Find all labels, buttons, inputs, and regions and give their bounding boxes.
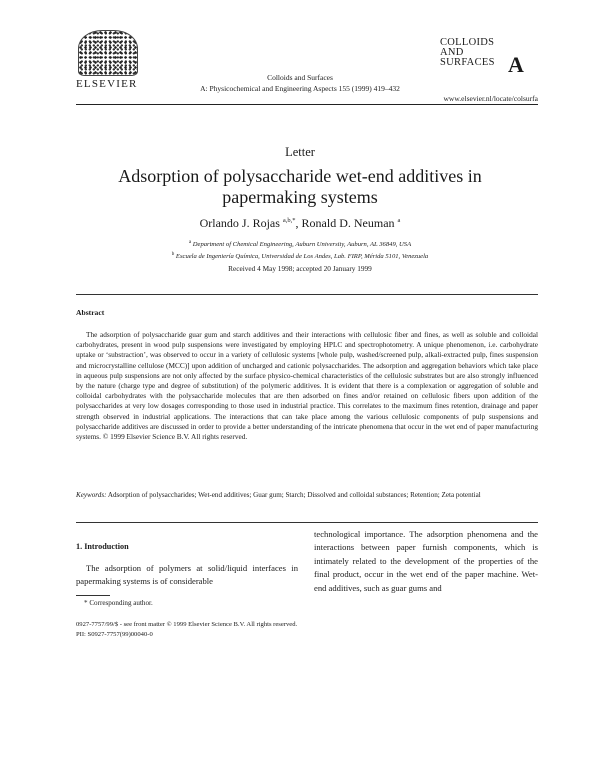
journal-name: Colloids and Surfaces [267,73,333,82]
article-type: Letter [285,145,315,159]
colloids-surfaces-logo [440,38,530,78]
author-list: Orlando J. Rojas $^{a,b,*}$, Ronald D. Neuman $^a$ [199,216,401,230]
keywords [76,490,538,500]
footnote: * Corresponding author. [84,599,153,607]
abstract-divider-bottom [76,522,538,523]
received-dates: Received 4 May 1998; accepted 20 January 1999 [228,264,372,273]
article-title: Adsorption of polysaccharide wet-end additives in papermaking systems [118,166,482,207]
logo-text-line: AND [440,47,464,58]
section-heading: 1. Introduction [76,542,129,551]
affiliation-b: $^b$ Escuela de Ingeniería Química, Universidad de Los Andes, Lab. FIRP, Mérida 5101, Venezuela [171,252,429,261]
abstract-text: The adsorption of polysaccharide guar gum and starch additives and their interactions with cellulosic fiber and fines, as well as soluble and colloidal carbohydrates, present in wood pulp suspensions were investigated by employing HPLC and spectrophotometry. A unique phenomenon, i.e. carbohydrate uptake or ‘substraction’, was observed to occur in a variety of cellulosic systems [whole pulp, washed/screened pulp, alkali-extracted pulp, fines suspension and microcrystalline cellulose (MCC)] upon addition of uncharged and cationic polysaccharides. The adsorption and aggregation behaviors which take place in aqueous pulp suspensions are not only affected by the surface physico-chemical characteristics of the cellulosic substrates but are also strongly influenced by the nature (charge type and degree of substitution) of the polymeric additives. It is evident that there is a complexation or aggregation of soluble and colloidal carbohydrates with the polysaccharide molecules that are then adsorbed on fines and/or retained on cellulosic fibers upon addition of the polysaccharides at very low dosages corresponding to those used in industrial practice. This correlates to the maximum fines retention, drainage and paper strength observed in industrial applications. The interactions that can take place among the various cellulosic components of pulp suspensions and polysaccharide additives are discussed in order to provide a better understanding of the intricate phenomena that occur in the wet end of paper manufacturing systems. © 1999 Elsevier Science B.V. All rights reserved. [76,330,538,442]
abstract-divider-top [76,294,538,295]
logo-letter: A [508,52,524,77]
elsevier-tree-icon [78,30,138,76]
journal-url[interactable]: www.elsevier.nl/locate/colsurfa [443,94,538,103]
author-name: Orlando J. Rojas [199,216,280,230]
keywords-label: Keywords: [76,491,107,499]
affiliations [90,238,510,262]
author-affiliation-mark: a [397,217,401,224]
header-divider [76,104,538,105]
journal-series: A: Physicochemical and Engineering Aspects 155 (1999) 419–432 [200,84,400,93]
author-name: Ronald D. Neuman [301,216,395,230]
logo-text-line: COLLOIDS [440,37,495,48]
body-text-left: The adsorption of polymers at solid/liquid interfaces in papermaking systems is of considerable [76,563,298,586]
journal-citation [150,72,450,94]
publisher-name: ELSEVIER [76,78,138,90]
copyright-block [76,620,297,640]
body-text-right: technological importance. The adsorption phenomena and the interactions between paper furnish components, which is intimately related to the development of the properties of the final product, occur in the wet end of the paper machine. Wet-end additives, such as guar gums and [314,529,538,593]
author-affiliation-mark: a,b,* [282,217,296,224]
elsevier-logo [76,30,140,90]
footnote-rule [76,595,110,596]
abstract-heading: Abstract [76,308,105,317]
affiliation-a: $^a$ Department of Chemical Engineering, Auburn University, Auburn, AL 36849, USA [188,240,412,249]
copyright-line: 0927-7757/99/$ - see front matter © 1999 Elsevier Science B.V. All rights reserved. [76,621,298,628]
keywords-list: Adsorption of polysaccharides; Wet-end additives; Guar gum; Starch; Dissolved and colloidal substances; Retention; Zeta potential [107,491,481,499]
pii-line: PII: S0927-7757(99)00040-0 [76,631,153,638]
logo-text-line: SURFACES [440,57,495,68]
